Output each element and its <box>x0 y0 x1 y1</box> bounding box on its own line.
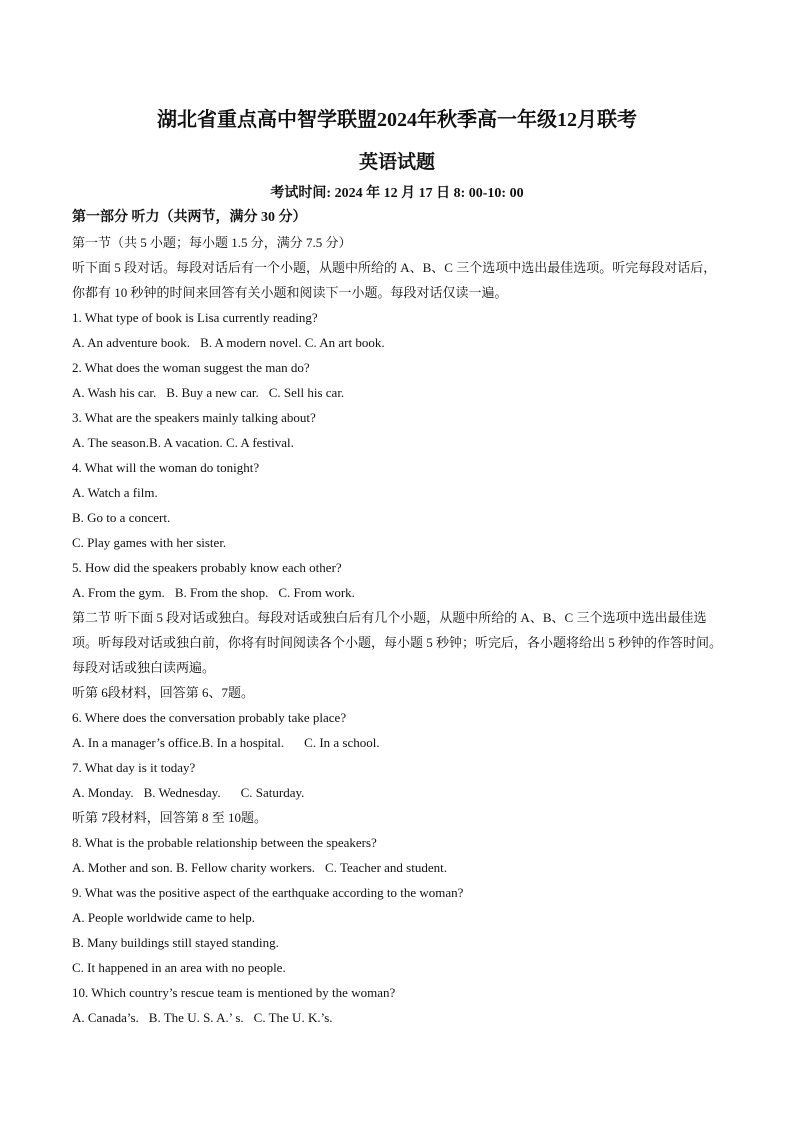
options-8 <box>72 855 727 880</box>
question-8: 8. What is the probable relationship between the speakers? <box>72 835 377 850</box>
option-9b: B. Many buildings still stayed standing. <box>72 935 279 950</box>
question-7: 7. What day is it today? <box>72 760 196 775</box>
option-2b: B. Buy a new car. <box>166 385 259 400</box>
option-2c: C. Sell his car. <box>268 385 345 400</box>
option-8c: C. Teacher and student. <box>325 860 447 875</box>
option-7b: B. Wednesday. <box>143 785 221 800</box>
option-1c: C. An art book. <box>304 335 385 350</box>
option-10a: A. Canada’s. <box>72 1010 139 1025</box>
question-9: 9. What was the positive aspect of the earthquake according to the woman? <box>72 885 464 900</box>
question-3: 3. What are the speakers mainly talking about? <box>72 410 316 425</box>
option-9a: A. People worldwide came to help. <box>72 910 256 925</box>
question-4: 4. What will the woman do tonight? <box>72 460 260 475</box>
options-1 <box>72 330 727 355</box>
option-4a: A. Watch a film. <box>72 485 158 500</box>
material-6-instruction: 听第 6段材料，回答第 6、7题。 <box>72 685 255 700</box>
exam-subject: 英语试题 <box>358 152 435 173</box>
option-3b: B. A vacation. <box>149 435 223 450</box>
option-10c: C. The U. K.’s. <box>253 1010 333 1025</box>
question-10: 10. Which country’s rescue team is mentioned by the woman? <box>72 985 396 1000</box>
option-10b: B. The U. S. A.’ s. <box>148 1010 244 1025</box>
option-5c: C. From work. <box>278 585 355 600</box>
question-2: 2. What does the woman suggest the man do? <box>72 360 310 375</box>
options-2 <box>72 380 727 405</box>
options-3 <box>72 430 727 455</box>
section1-instructions: 听下面 5 段对话。每段对话后有一个小题，从题中所给的 A、B、C 三个选项中选出最佳选项。听完每段对话后，你都有 10 秒钟的时间来回答有关小题和阅读下一小题。每段对话仅读一遍。 <box>72 260 717 300</box>
options-6 <box>72 730 727 755</box>
exam-content <box>72 205 727 1030</box>
option-6a: A. In a manager’s office. <box>72 735 202 750</box>
question-6: 6. Where does the conversation probably take place? <box>72 710 347 725</box>
option-6b: B. In a hospital. <box>201 735 285 750</box>
option-8a: A. Mother and son. <box>72 860 173 875</box>
option-1a: A. An adventure book. <box>72 335 191 350</box>
option-4b: B. Go to a concert. <box>72 510 171 525</box>
option-6c: C. In a school. <box>304 735 380 750</box>
option-3a: A. The season. <box>72 435 150 450</box>
options-5 <box>72 580 727 605</box>
option-2a: A. Wash his car. <box>72 385 157 400</box>
question-1: 1. What type of book is Lisa currently reading? <box>72 310 318 325</box>
exam-title: 湖北省重点高中智学联盟2024年秋季高一年级12月联考 <box>157 109 637 131</box>
option-4c: C. Play games with her sister. <box>72 535 227 550</box>
option-7c: C. Saturday. <box>240 785 305 800</box>
option-7a: A. Monday. <box>72 785 134 800</box>
part1-heading: 第一部分 听力（共两节，满分 30 分） <box>72 210 307 225</box>
section2-instructions: 第二节 听下面 5 段对话或独白。每段对话或独白后有几个小题，从题中所给的 A、B、C 三个选项中选出最佳选项。听每段对话或独白前，你将有时间阅读各个小题，每小题 5 秒钟；听完后，各小题将给出 5 秒钟的作答时间。每段对话或独白读两遍。 <box>72 610 723 675</box>
option-5a: A. From the gym. <box>72 585 165 600</box>
option-3c: C. A festival. <box>225 435 294 450</box>
option-9c: C. It happened in an area with no people. <box>72 960 286 975</box>
material-7-instruction: 听第 7段材料，回答第 8 至 10题。 <box>72 810 268 825</box>
section1-heading: 第一节（共 5 小题；每小题 1.5 分，满分 7.5 分） <box>72 235 352 250</box>
exam-time: 考试时间: 2024 年 12 月 17 日 8: 00-10: 00 <box>270 186 524 201</box>
options-7 <box>72 780 727 805</box>
question-5: 5. How did the speakers probably know each other? <box>72 560 342 575</box>
option-5b: B. From the shop. <box>174 585 269 600</box>
options-10 <box>72 1005 727 1030</box>
option-8b: B. Fellow charity workers. <box>176 860 316 875</box>
option-1b: B. A modern novel. <box>200 335 302 350</box>
